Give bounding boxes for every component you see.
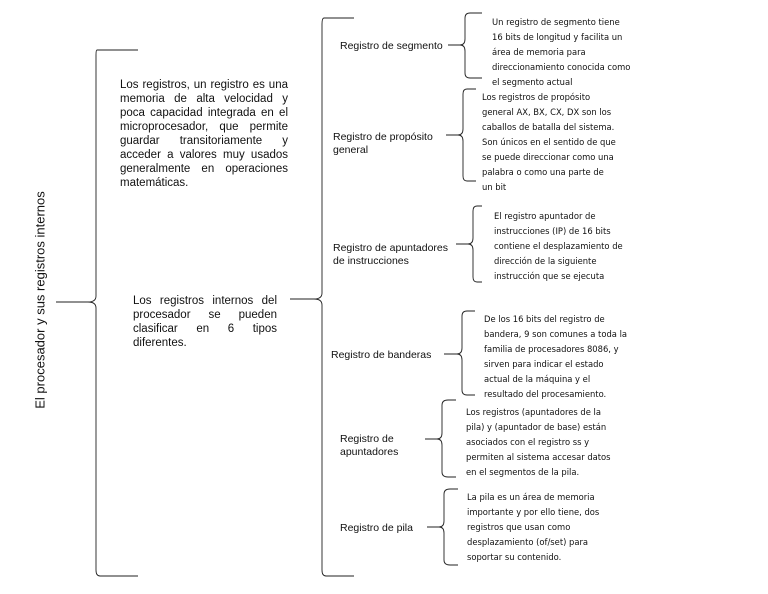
category-label-proposito: Registro de propósito general (333, 131, 433, 156)
brace-apuntadores (425, 400, 456, 477)
brace-banderas (444, 311, 475, 395)
brace-segmento (448, 13, 482, 78)
classification-text: Los registros internos del procesador se pueden clasificar en 6 tipos diferentes. (133, 295, 277, 349)
root-title: El procesador y sus registros internos (32, 191, 48, 409)
category-brace (290, 18, 354, 576)
description-apuntador-instrucciones: El registro apuntador de instrucciones (IP) de 16 bits contiene el desplazamiento de dirección de la siguiente instrucción que se ejecuta (494, 211, 623, 281)
description-apuntadores: Los registros (apuntadores de la pila) y (apuntador de base) están asociados con el registro ss y permiten al sistema accesar datos en el segmentos de la pila. (466, 407, 611, 477)
description-proposito: Los registros de propósito general AX, BX, CX, DX son los caballos de batalla del sistema. Son únicos en el sentido de que se puede direccionar como una palabra o como una parte de un bit (482, 92, 616, 192)
description-pila: La pila es un área de memoria importante y por ello tiene, dos registros que usan como desplazamiento (of/set) para soportar su contenido. (467, 492, 600, 562)
brace-proposito (446, 89, 476, 181)
category-label-apuntador-instrucciones: Registro de apuntadores de instrucciones (333, 242, 448, 267)
description-banderas: De los 16 bits del registro de bandera, 9 son comunes a toda la familia de procesadores 8086, y sirven para indicar el estado actual de la máquina y el resultado del procesamiento. (484, 314, 628, 399)
intro-text: Los registros, un registro es una memoria de alta velocidad y poca capacidad integrada en el microprocesador, que permite guardar transitoriamente y acceder a valores muy usados generalmente en operaciones matemáticas. (120, 79, 288, 189)
category-label-banderas: Registro de banderas (331, 349, 432, 361)
category-label-apuntadores: Registro de apuntadores (340, 433, 399, 458)
brace-ip (456, 206, 482, 282)
category-label-segmento: Registro de segmento (340, 40, 443, 52)
category-label-pila: Registro de pila (340, 522, 413, 534)
description-segmento: Un registro de segmento tiene 16 bits de longitud y facilita un área de memoria para direccionamiento conocida como el segmento actual (492, 17, 631, 87)
brace-pila (427, 489, 458, 565)
